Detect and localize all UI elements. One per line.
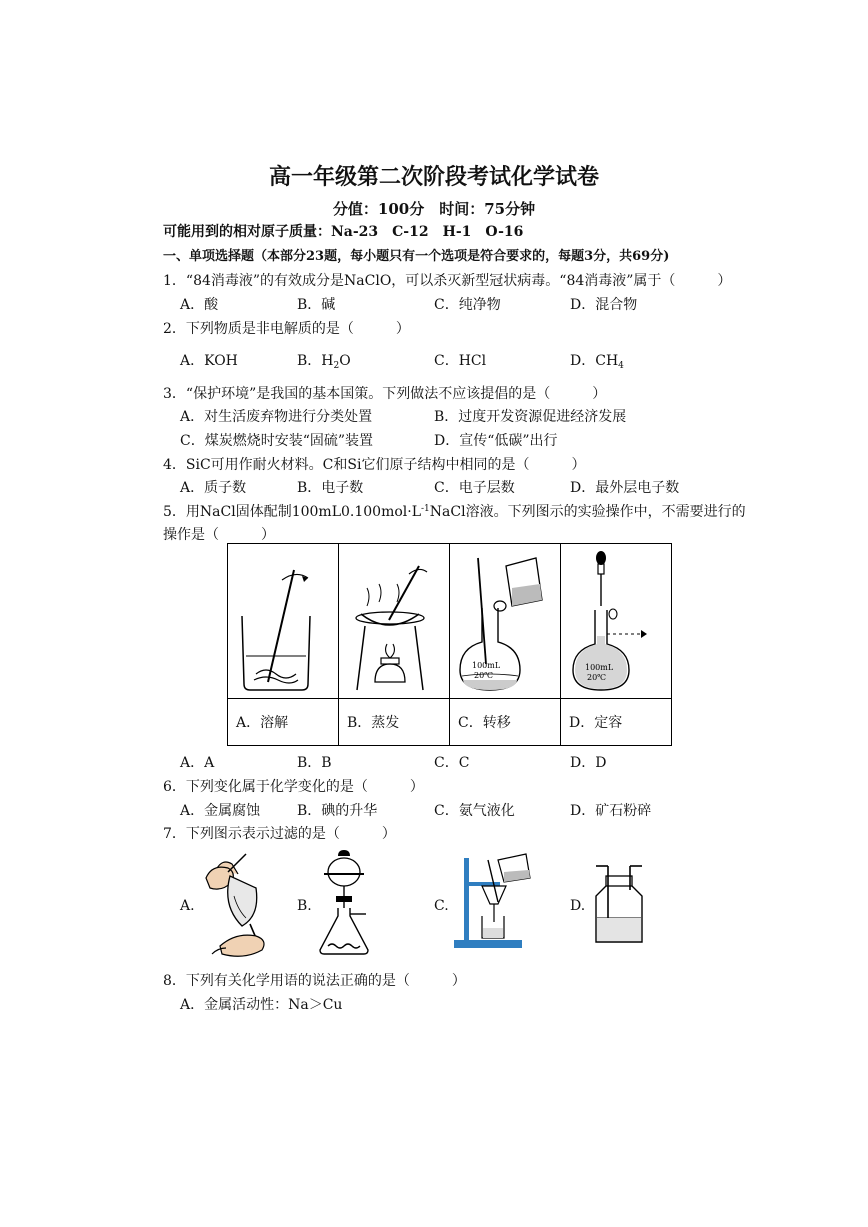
q5-option-a[interactable]: A．A bbox=[180, 755, 215, 771]
evaporating-dish-icon bbox=[339, 544, 441, 698]
q4-option-c[interactable]: C．电子层数 bbox=[434, 480, 515, 496]
q4-stem: 4．SiC可用作耐火材料。C和Si它们原子结构中相同的是（ ） bbox=[163, 457, 586, 473]
q6-stem: 6．下列变化属于化学变化的是（ ） bbox=[163, 779, 424, 795]
svg-text:100mL: 100mL bbox=[585, 663, 614, 672]
volumetric-flask-pour-icon bbox=[450, 544, 552, 698]
q1-option-a[interactable]: A．酸 bbox=[180, 297, 219, 313]
svg-text:20℃: 20℃ bbox=[587, 673, 607, 682]
section-heading: 一、单项选择题（本部分23题，每小题只有一个选项是符合要求的，每题3分，共69分) bbox=[163, 249, 670, 264]
svg-text:100mL: 100mL bbox=[472, 661, 501, 670]
q3-option-d[interactable]: D．宣传“低碳”出行 bbox=[434, 433, 558, 449]
q7-option-c-label[interactable]: C. bbox=[434, 898, 449, 914]
dropper-flask-icon bbox=[561, 544, 663, 698]
q8-stem: 8．下列有关化学用语的说法正确的是（ ） bbox=[163, 973, 466, 989]
q4-option-d[interactable]: D．最外层电子数 bbox=[570, 480, 680, 496]
separatory-funnel-shaking-icon bbox=[198, 850, 278, 960]
q5-cell-transfer bbox=[450, 544, 561, 699]
q4-option-b[interactable]: B．电子数 bbox=[297, 480, 364, 496]
gas-washing-bottle-icon bbox=[592, 862, 646, 946]
exam-score-time: 分值：100分 时间：75分钟 bbox=[332, 200, 536, 218]
q5-cell-dissolve bbox=[228, 544, 339, 699]
q6-option-d[interactable]: D．矿石粉碎 bbox=[570, 803, 652, 819]
q3-stem: 3．“保护环境”是我国的基本国策。下列做法不应该提倡的是（ ） bbox=[163, 386, 607, 402]
q2-option-b[interactable]: B．$H_2O$ bbox=[297, 353, 351, 371]
q2-option-a[interactable]: A．KOH bbox=[180, 353, 238, 369]
suction-filtration-icon bbox=[314, 850, 374, 958]
exam-title: 高一年级第二次阶段考试化学试卷 bbox=[268, 164, 599, 190]
q5-option-b[interactable]: B．B bbox=[297, 755, 332, 771]
q2-stem: 2．下列物质是非电解质的是（ ） bbox=[163, 321, 410, 337]
q3-option-a[interactable]: A．对生活废弃物进行分类处置 bbox=[180, 409, 373, 425]
q5-cell-fix-volume bbox=[561, 544, 672, 699]
q7-stem: 7．下列图示表示过滤的是（ ） bbox=[163, 826, 396, 842]
q7-option-b-label[interactable]: B. bbox=[297, 898, 312, 914]
q3-option-c[interactable]: C．煤炭燃烧时安装“固硫”装置 bbox=[180, 433, 374, 449]
q3-option-b[interactable]: B．过度开发资源促进经济发展 bbox=[434, 409, 627, 425]
q1-option-d[interactable]: D．混合物 bbox=[570, 297, 638, 313]
q1-stem: 1．“84消毒液”的有效成分是NaClO，可以杀灭新型冠状病毒。“84消毒液”属于（ ） bbox=[163, 273, 732, 289]
q5-figure-table bbox=[227, 543, 672, 746]
ring-stand-filtration-icon bbox=[452, 852, 532, 952]
q6-option-b[interactable]: B．碘的升华 bbox=[297, 803, 378, 819]
q5-stem: 5．用NaCl固体配制$100mL0.100mol\cdot L^{-1}NaCl$溶液。下列图示的实验操作中，不需要进行的 bbox=[163, 504, 746, 520]
q5-option-c[interactable]: C．C bbox=[434, 755, 470, 771]
svg-text:20℃: 20℃ bbox=[474, 671, 494, 680]
q2-option-c[interactable]: C．HCl bbox=[434, 353, 487, 369]
q5-cell-evaporate bbox=[339, 544, 450, 699]
q6-option-a[interactable]: A．金属腐蚀 bbox=[180, 803, 261, 819]
q5-option-d[interactable]: D．D bbox=[570, 755, 607, 771]
atomic-masses: 可能用到的相对原子质量：Na-23 C-12 H-1 O-16 bbox=[163, 224, 524, 240]
q5-cell-label-b: B．蒸发 bbox=[339, 699, 450, 746]
beaker-stirring-icon bbox=[228, 544, 330, 698]
q7-option-a-label[interactable]: A. bbox=[180, 898, 195, 914]
q5-cell-label-a: A．溶解 bbox=[228, 699, 339, 746]
q7-option-d-label[interactable]: D. bbox=[570, 898, 586, 914]
q2-option-d[interactable]: D．$CH_4$ bbox=[570, 353, 624, 371]
q6-option-c[interactable]: C．氨气液化 bbox=[434, 803, 515, 819]
q8-option-a[interactable]: A．金属活动性：Na＞Cu bbox=[180, 997, 343, 1013]
q5-cell-label-d: D．定容 bbox=[561, 699, 672, 746]
q5-stem-line2: 操作是（ ） bbox=[163, 527, 275, 543]
q4-option-a[interactable]: A．质子数 bbox=[180, 480, 247, 496]
q1-option-c[interactable]: C．纯净物 bbox=[434, 297, 501, 313]
q1-option-b[interactable]: B．碱 bbox=[297, 297, 336, 313]
q5-cell-label-c: C．转移 bbox=[450, 699, 561, 746]
